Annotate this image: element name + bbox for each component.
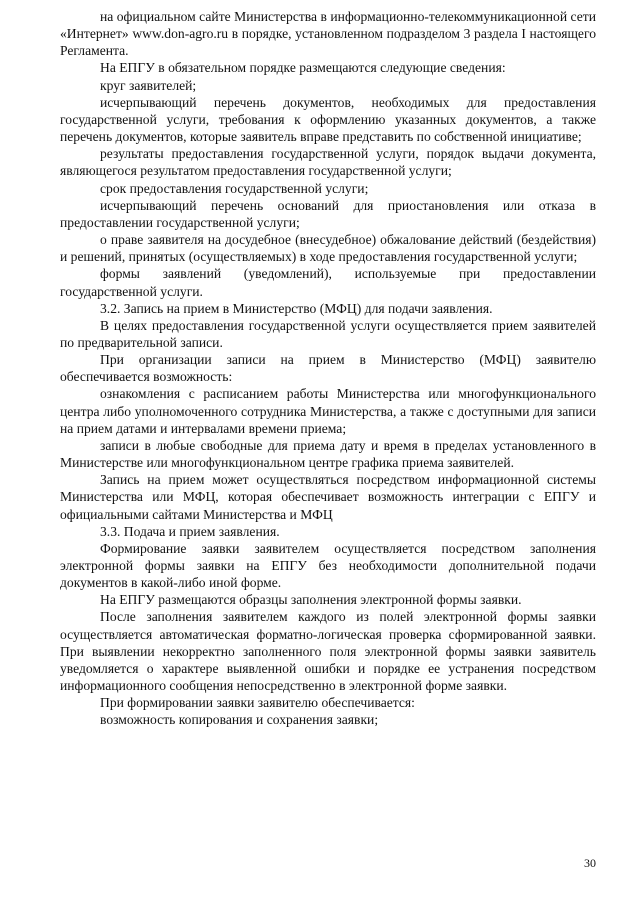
paragraph: После заполнения заявителем каждого из полей электронной формы заявки осуществляется автоматическая форматно-логическая проверка сформированной заявки. При выявлении некорректно заполненного поля электронной формы заявки заявитель уведомляется о характере выявленной ошибки и порядке ее устранения посредством информационного сообщения непосредственно в электронной форме заявки. — [60, 609, 596, 694]
paragraph: При организации записи на прием в Министерство (МФЦ) заявителю обеспечивается возможность: — [60, 352, 596, 385]
document-body — [60, 8, 596, 729]
paragraph: На ЕПГУ в обязательном порядке размещаются следующие сведения: — [100, 60, 506, 76]
page-number: 30 — [584, 856, 596, 870]
paragraph: круг заявителей; — [100, 77, 197, 93]
paragraph: В целях предоставления государственной услуги осуществляется прием заявителей по предварительной записи. — [60, 317, 596, 350]
paragraph: При формировании заявки заявителю обеспечивается: — [100, 695, 415, 711]
paragraph: срок предоставления государственной услуги; — [100, 180, 369, 196]
paragraph: Формирование заявки заявителем осуществляется посредством заполнения электронной формы заявки на ЕПГУ без необходимости дополнительной подачи документов в какой-либо иной форме. — [60, 540, 596, 591]
paragraph: возможность копирования и сохранения заявки; — [100, 712, 379, 728]
section-heading: 3.2. Запись на прием в Министерство (МФЦ) для подачи заявления. — [100, 300, 493, 316]
paragraph: ознакомления с расписанием работы Министерства или многофункционального центра либо уполномоченного сотрудника Министерства, а также с доступными для записи на прием датами и интервалами времени приема; — [60, 386, 596, 436]
paragraph: на официальном сайте Министерства в информационно-телекоммуникационной сети «Интернет» www.don-agro.ru в порядке, установленном подразделом 3 раздела I настоящего Регламента. — [60, 9, 596, 59]
paragraph: исчерпывающий перечень оснований для приостановления или отказа в предоставлении государственной услуги; — [60, 197, 596, 230]
paragraph: формы заявлений (уведомлений), используемые при предоставлении государственной услуги. — [60, 266, 596, 299]
paragraph: На ЕПГУ размещаются образцы заполнения электронной формы заявки. — [100, 592, 522, 608]
paragraph: исчерпывающий перечень документов, необходимых для предоставления государственной услуги, требования к оформлению указанных документов, а также перечень документов, которые заявитель вправе представить по собственной инициативе; — [60, 94, 596, 145]
paragraph: результаты предоставления государственной услуги, порядок выдачи документа, являющегося результатом предоставления государственной услуги; — [60, 146, 596, 179]
paragraph: Запись на прием может осуществляться посредством информационной системы Министерства или МФЦ, которая обеспечивает возможность интеграции с ЕПГУ и официальными сайтами Министерства и МФЦ — [60, 472, 596, 522]
paragraph: о праве заявителя на досудебное (внесудебное) обжалование действий (бездействия) и решений, принятых (осуществляемых) в ходе предоставления государственной услуги; — [60, 232, 596, 265]
section-heading: 3.3. Подача и прием заявления. — [100, 523, 280, 539]
paragraph: записи в любые свободные для приема дату и время в пределах установленного в Министерстве или многофункциональном центре графика приема заявителей. — [60, 437, 596, 471]
